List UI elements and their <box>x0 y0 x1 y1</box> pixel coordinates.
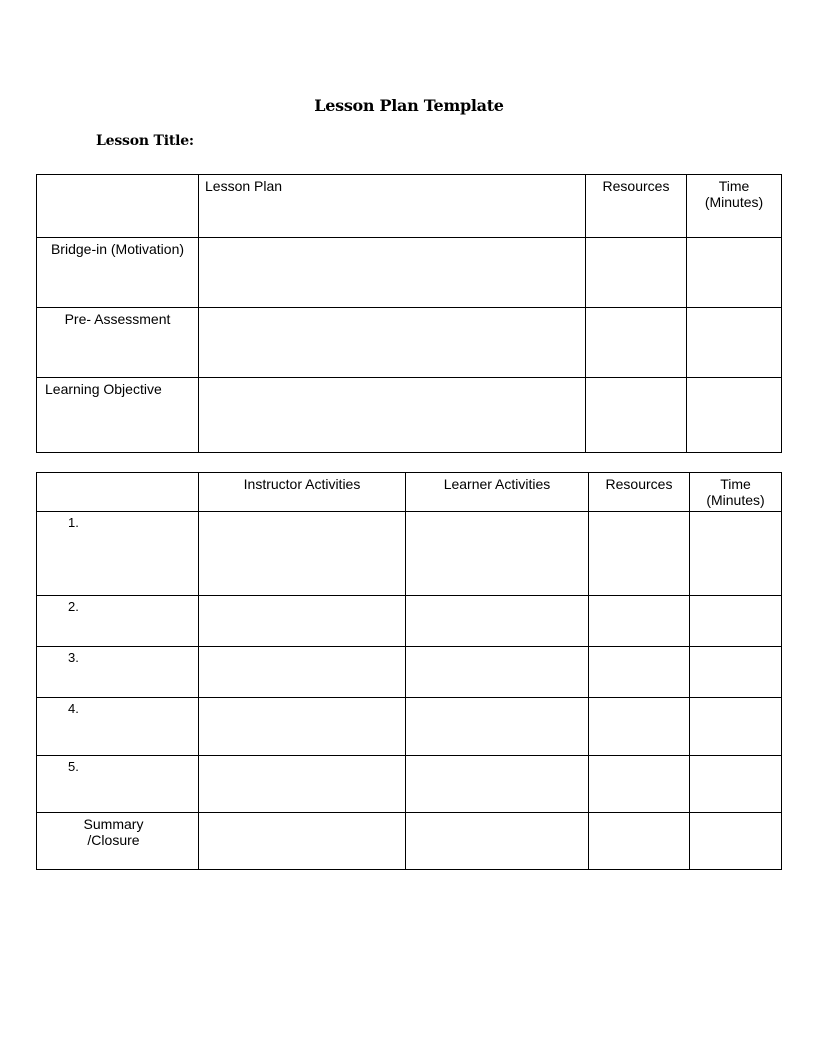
instructor-activity-cell[interactable] <box>199 647 406 698</box>
page-title: Lesson Plan Template <box>314 96 504 115</box>
time-cell[interactable] <box>690 698 782 756</box>
row-number-2: 2. <box>37 596 199 647</box>
instructor-activity-cell[interactable] <box>199 813 406 870</box>
header-resources: Resources <box>589 473 690 512</box>
learner-activity-cell[interactable] <box>406 596 589 647</box>
instructor-activity-cell[interactable] <box>199 512 406 596</box>
table-row <box>37 647 782 698</box>
header-learner-activities: Learner Activities <box>406 473 589 512</box>
resources-cell[interactable] <box>589 756 690 813</box>
lesson-plan-cell[interactable] <box>199 238 586 308</box>
lesson-title-label: Lesson Title: <box>96 133 194 149</box>
row-label-bridge-in: Bridge-in (Motivation) <box>37 238 199 308</box>
time-cell[interactable] <box>690 647 782 698</box>
table-row <box>37 512 782 596</box>
learner-activity-cell[interactable] <box>406 813 589 870</box>
header-cell-empty[interactable] <box>37 175 199 238</box>
time-cell[interactable] <box>687 378 782 453</box>
lesson-plan-cell[interactable] <box>199 378 586 453</box>
table-row <box>37 596 782 647</box>
header-resources: Resources <box>586 175 687 238</box>
learner-activity-cell[interactable] <box>406 647 589 698</box>
resources-cell[interactable] <box>589 512 690 596</box>
table-header-row <box>37 175 782 238</box>
activities-table <box>36 472 782 870</box>
row-number-3: 3. <box>37 647 199 698</box>
table-row <box>37 698 782 756</box>
table-header-row <box>37 473 782 512</box>
lesson-plan-cell[interactable] <box>199 308 586 378</box>
time-cell[interactable] <box>690 512 782 596</box>
table-row <box>37 308 782 378</box>
header-cell-empty[interactable] <box>37 473 199 512</box>
resources-cell[interactable] <box>586 378 687 453</box>
resources-cell[interactable] <box>589 813 690 870</box>
summary-closure-text: Summary /Closure <box>83 816 144 848</box>
resources-cell[interactable] <box>586 308 687 378</box>
header-time-minutes <box>690 473 782 512</box>
time-cell[interactable] <box>690 596 782 647</box>
row-number-1: 1. <box>37 512 199 596</box>
instructor-activity-cell[interactable] <box>199 698 406 756</box>
instructor-activity-cell[interactable] <box>199 756 406 813</box>
learner-activity-cell[interactable] <box>406 756 589 813</box>
row-number-4: 4. <box>37 698 199 756</box>
table-row <box>37 756 782 813</box>
lesson-plan-table <box>36 174 782 453</box>
header-time-minutes <box>687 175 782 238</box>
instructor-activity-cell[interactable] <box>199 596 406 647</box>
time-cell[interactable] <box>687 308 782 378</box>
time-cell[interactable] <box>690 756 782 813</box>
row-number-5: 5. <box>37 756 199 813</box>
header-lesson-plan: Lesson Plan <box>199 175 586 238</box>
table-row <box>37 813 782 870</box>
header-time-text: Time (Minutes) <box>704 178 764 210</box>
header-time-text: Time (Minutes) <box>706 476 765 508</box>
table-row <box>37 238 782 308</box>
time-cell[interactable] <box>687 238 782 308</box>
row-label-summary-closure <box>37 813 199 870</box>
learner-activity-cell[interactable] <box>406 698 589 756</box>
resources-cell[interactable] <box>589 647 690 698</box>
header-instructor-activities: Instructor Activities <box>199 473 406 512</box>
resources-cell[interactable] <box>589 596 690 647</box>
resources-cell[interactable] <box>586 238 687 308</box>
learner-activity-cell[interactable] <box>406 512 589 596</box>
row-label-learning-objective: Learning Objective <box>37 378 199 453</box>
time-cell[interactable] <box>690 813 782 870</box>
row-label-pre-assessment: Pre- Assessment <box>37 308 199 378</box>
resources-cell[interactable] <box>589 698 690 756</box>
table-row <box>37 378 782 453</box>
